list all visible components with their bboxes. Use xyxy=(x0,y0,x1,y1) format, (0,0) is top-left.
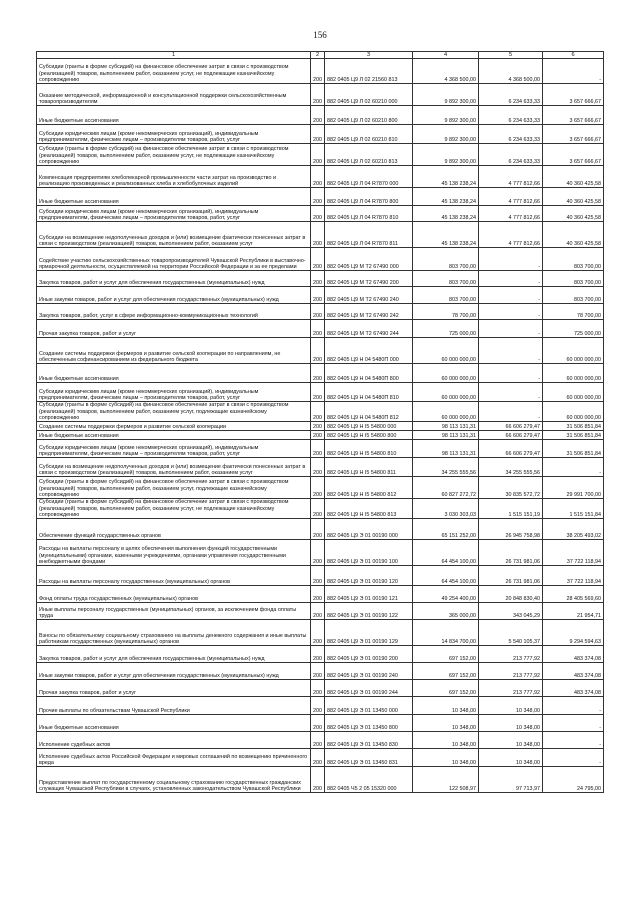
budget-code-cell: 882 0405 Ц9 Э 01 00190 244 xyxy=(325,680,413,697)
budget-code-cell: 882 0405 Ц9 М Т2 67490 000 xyxy=(325,248,413,271)
executed-amount-cell: 4 777 812,66 xyxy=(479,166,543,188)
table-row xyxy=(37,287,604,304)
budget-code-cell: 882 0405 Ц9 Э 01 00190 100 xyxy=(325,540,413,566)
unexecuted-amount-cell: 725 000,00 xyxy=(543,320,604,338)
executed-amount-cell: 66 606 279,47 xyxy=(479,431,543,440)
executed-amount-cell: 97 713,97 xyxy=(479,767,543,793)
table-row xyxy=(37,620,604,646)
row-code-cell: 200 xyxy=(311,106,325,125)
row-code-cell: 200 xyxy=(311,304,325,320)
header-cell: 6 xyxy=(543,52,604,59)
executed-amount-cell: - xyxy=(479,248,543,271)
approved-amount-cell: 65 151 252,00 xyxy=(413,519,479,540)
approved-amount-cell: 365 000,00 xyxy=(413,603,479,620)
table-row xyxy=(37,749,604,767)
executed-amount-cell: 213 777,92 xyxy=(479,680,543,697)
executed-amount-cell: - xyxy=(479,402,543,422)
budget-code-cell: 882 0405 Ц9 Э 01 00190 200 xyxy=(325,646,413,663)
approved-amount-cell: 9 892 300,00 xyxy=(413,84,479,106)
row-name-cell: Субсидии (гранты в форме субсидий) на финансовое обеспечение затрат в связи с производством (реализацией) товаров, выполнением работ, оказанием услуг, не подлежащие казначейскому сопровождению xyxy=(37,144,311,166)
unexecuted-amount-cell: 31 506 851,84 xyxy=(543,440,604,458)
unexecuted-amount-cell: 60 000 000,00 xyxy=(543,383,604,402)
executed-amount-cell: 5 540 105,37 xyxy=(479,620,543,646)
executed-amount-cell: - xyxy=(479,287,543,304)
unexecuted-amount-cell: 40 360 425,58 xyxy=(543,166,604,188)
row-code-cell: 200 xyxy=(311,271,325,287)
table-row xyxy=(37,519,604,540)
executed-amount-cell: - xyxy=(479,364,543,383)
row-name-cell: Создание системы поддержки фермеров и развитие сельской кооперации xyxy=(37,422,311,431)
row-code-cell: 200 xyxy=(311,646,325,663)
approved-amount-cell: 14 834 700,00 xyxy=(413,620,479,646)
table-row xyxy=(37,566,604,586)
budget-code-cell: 882 0405 Ц9 Л 04 R7870 000 xyxy=(325,166,413,188)
table-row xyxy=(37,477,604,499)
row-code-cell: 200 xyxy=(311,431,325,440)
row-code-cell: 200 xyxy=(311,383,325,402)
approved-amount-cell: 45 138 238,24 xyxy=(413,166,479,188)
row-code-cell: 200 xyxy=(311,222,325,248)
table-row xyxy=(37,697,604,715)
table-header-row xyxy=(37,52,604,59)
table-row xyxy=(37,166,604,188)
budget-code-cell: 882 0405 Ц9 Н 04 5480П 810 xyxy=(325,383,413,402)
unexecuted-amount-cell: 1 515 151,84 xyxy=(543,499,604,519)
executed-amount-cell: 6 234 633,33 xyxy=(479,106,543,125)
budget-code-cell: 882 0405 Ц9 Н I5 54800 000 xyxy=(325,422,413,431)
row-code-cell: 200 xyxy=(311,59,325,84)
budget-code-cell: 882 0405 Ц9 Л 02 60210 813 xyxy=(325,144,413,166)
row-code-cell: 200 xyxy=(311,715,325,732)
table-row xyxy=(37,338,604,364)
row-code-cell: 200 xyxy=(311,320,325,338)
row-code-cell: 200 xyxy=(311,499,325,519)
row-name-cell: Содействие участию сельскохозяйственных товаропроизводителей Чувашской Республики в выставочно-ярмарочной деятельности, осуществляемой на территории Российской Федерации и за ее пределами xyxy=(37,248,311,271)
unexecuted-amount-cell: 3 657 666,67 xyxy=(543,144,604,166)
approved-amount-cell: 64 454 100,00 xyxy=(413,540,479,566)
table-row xyxy=(37,663,604,680)
approved-amount-cell: 697 152,00 xyxy=(413,646,479,663)
row-name-cell: Субсидии юридическим лицам (кроме некоммерческих организаций), индивидуальным предпринимателям, физическим лицам – производителям товаров, работ, услуг xyxy=(37,383,311,402)
executed-amount-cell: 6 234 633,33 xyxy=(479,125,543,144)
approved-amount-cell: 64 454 100,00 xyxy=(413,566,479,586)
executed-amount-cell: - xyxy=(479,320,543,338)
executed-amount-cell: 26 945 758,98 xyxy=(479,519,543,540)
budget-code-cell: 882 0405 Ц9 М Т2 67490 242 xyxy=(325,304,413,320)
budget-code-cell: 882 0405 Ц9 Н I5 54800 800 xyxy=(325,431,413,440)
approved-amount-cell: 45 138 238,24 xyxy=(413,222,479,248)
row-name-cell: Иные закупки товаров, работ и услуг для обеспечения государственных (муниципальных) нужд xyxy=(37,287,311,304)
approved-amount-cell: 98 113 131,31 xyxy=(413,431,479,440)
approved-amount-cell: 9 892 300,00 xyxy=(413,106,479,125)
budget-code-cell: 882 0405 Ц9 Л 02 60210 000 xyxy=(325,84,413,106)
unexecuted-amount-cell: 803 700,00 xyxy=(543,248,604,271)
table-row xyxy=(37,248,604,271)
row-code-cell: 200 xyxy=(311,586,325,603)
executed-amount-cell: 4 777 812,66 xyxy=(479,222,543,248)
approved-amount-cell: 60 000 000,00 xyxy=(413,402,479,422)
row-name-cell: Прочая закупка товаров, работ и услуг xyxy=(37,680,311,697)
table-row xyxy=(37,304,604,320)
approved-amount-cell: 98 113 131,31 xyxy=(413,422,479,431)
budget-code-cell: 882 0405 Ц9 Э 01 00190 122 xyxy=(325,603,413,620)
approved-amount-cell: 10 348,00 xyxy=(413,749,479,767)
table-row xyxy=(37,144,604,166)
executed-amount-cell: 1 515 151,19 xyxy=(479,499,543,519)
unexecuted-amount-cell: 3 657 666,67 xyxy=(543,106,604,125)
unexecuted-amount-cell: - xyxy=(543,732,604,749)
row-name-cell: Компенсация предприятиям хлебопекарной промышленности части затрат на производство и реализацию произведенных и реализованных хлеба и хлебобулочных изделий xyxy=(37,166,311,188)
row-code-cell: 200 xyxy=(311,767,325,793)
executed-amount-cell: 6 234 633,33 xyxy=(479,144,543,166)
executed-amount-cell: 34 255 555,56 xyxy=(479,458,543,477)
budget-code-cell: 882 0405 Ц9 Н I5 54800 811 xyxy=(325,458,413,477)
row-code-cell: 200 xyxy=(311,749,325,767)
approved-amount-cell: 10 348,00 xyxy=(413,715,479,732)
row-code-cell: 200 xyxy=(311,125,325,144)
row-name-cell: Закупка товаров, работ и услуг для обеспечения государственных (муниципальных) нужд xyxy=(37,646,311,663)
table-row xyxy=(37,603,604,620)
budget-code-cell: 882 0405 Ц9 М Т2 67490 240 xyxy=(325,287,413,304)
executed-amount-cell: 26 731 981,06 xyxy=(479,540,543,566)
budget-code-cell: 882 0405 Ц9 Н 04 5480П 812 xyxy=(325,402,413,422)
executed-amount-cell: - xyxy=(479,271,543,287)
table-row xyxy=(37,364,604,383)
budget-code-cell: 882 0405 Ц9 Н 04 5480П 000 xyxy=(325,338,413,364)
executed-amount-cell: 4 368 500,00 xyxy=(479,59,543,84)
approved-amount-cell: 98 113 131,31 xyxy=(413,440,479,458)
unexecuted-amount-cell: 60 000 000,00 xyxy=(543,338,604,364)
unexecuted-amount-cell: 37 722 118,94 xyxy=(543,566,604,586)
table-row xyxy=(37,402,604,422)
row-code-cell: 200 xyxy=(311,338,325,364)
approved-amount-cell: 3 030 303,03 xyxy=(413,499,479,519)
unexecuted-amount-cell: 9 294 594,63 xyxy=(543,620,604,646)
header-cell: 1 xyxy=(37,52,311,59)
row-name-cell: Иные бюджетные ассигнования xyxy=(37,431,311,440)
row-name-cell: Субсидии (гранты в форме субсидий) на финансовое обеспечение затрат в связи с производством (реализацией) товаров, выполнением работ, оказанием услуг, не подлежащие казначейскому сопровождению xyxy=(37,59,311,84)
approved-amount-cell: 725 000,00 xyxy=(413,320,479,338)
executed-amount-cell: - xyxy=(479,383,543,402)
row-name-cell: Предоставление выплат по государственному социальному страхованию государственных гражданских служащих Чувашской Республики в случаях, установленных законодательством Чувашской Республики xyxy=(37,767,311,793)
row-code-cell: 200 xyxy=(311,248,325,271)
table-row xyxy=(37,320,604,338)
executed-amount-cell: 66 606 279,47 xyxy=(479,422,543,431)
approved-amount-cell: 34 255 555,56 xyxy=(413,458,479,477)
row-name-cell: Субсидии юридическим лицам (кроме некоммерческих организаций), индивидуальным предпринимателям, физическим лицам – производителям товаров, работ, услуг xyxy=(37,125,311,144)
budget-code-cell: 882 0405 Ц9 М Т2 67490 244 xyxy=(325,320,413,338)
budget-code-cell: 882 0405 Ц9 Э 01 00190 129 xyxy=(325,620,413,646)
table-row xyxy=(37,125,604,144)
row-code-cell: 200 xyxy=(311,566,325,586)
table-row xyxy=(37,586,604,603)
table-row xyxy=(37,431,604,440)
row-name-cell: Исполнение судебных актов xyxy=(37,732,311,749)
unexecuted-amount-cell: 3 657 666,67 xyxy=(543,125,604,144)
row-name-cell: Субсидии на возмещение недополученных доходов и (или) возмещение фактически понесенных затрат в связи с производством (реализацией) товаров, выполнением работ, оказанием услуг xyxy=(37,458,311,477)
executed-amount-cell: - xyxy=(479,338,543,364)
row-code-cell: 200 xyxy=(311,188,325,206)
unexecuted-amount-cell: 31 506 851,84 xyxy=(543,422,604,431)
unexecuted-amount-cell: 28 405 569,60 xyxy=(543,586,604,603)
unexecuted-amount-cell: 3 657 666,67 xyxy=(543,84,604,106)
approved-amount-cell: 60 000 000,00 xyxy=(413,364,479,383)
approved-amount-cell: 803 700,00 xyxy=(413,248,479,271)
table-row xyxy=(37,680,604,697)
row-name-cell: Иные выплаты персоналу государственных (муниципальных) органов, за исключением фонда оплаты труда xyxy=(37,603,311,620)
row-name-cell: Иные бюджетные ассигнования xyxy=(37,106,311,125)
row-name-cell: Прочая закупка товаров, работ и услуг xyxy=(37,320,311,338)
table-row xyxy=(37,422,604,431)
row-name-cell: Расходы на выплаты персоналу в целях обеспечения выполнения функций государственными (муниципальными) органами, казенными учреждениями, органами управления государственными внебюджетными фондами xyxy=(37,540,311,566)
budget-code-cell: 882 0405 Ц9 Э 01 00190 121 xyxy=(325,586,413,603)
budget-code-cell: 882 0405 Ц9 Э 01 00190 000 xyxy=(325,519,413,540)
row-code-cell: 200 xyxy=(311,540,325,566)
approved-amount-cell: 697 152,00 xyxy=(413,680,479,697)
budget-code-cell: 882 0405 Ц9 Н 04 5480П 800 xyxy=(325,364,413,383)
approved-amount-cell: 45 138 238,24 xyxy=(413,188,479,206)
approved-amount-cell: 697 152,00 xyxy=(413,663,479,680)
approved-amount-cell: 60 827 272,72 xyxy=(413,477,479,499)
row-name-cell: Иные бюджетные ассигнования xyxy=(37,364,311,383)
row-code-cell: 200 xyxy=(311,206,325,222)
unexecuted-amount-cell: 78 700,00 xyxy=(543,304,604,320)
row-code-cell: 200 xyxy=(311,422,325,431)
page-number: 156 xyxy=(313,30,327,40)
unexecuted-amount-cell: 40 360 425,58 xyxy=(543,206,604,222)
executed-amount-cell: 343 045,29 xyxy=(479,603,543,620)
row-name-cell: Иные закупки товаров, работ и услуг для обеспечения государственных (муниципальных) нужд xyxy=(37,663,311,680)
table-row xyxy=(37,188,604,206)
executed-amount-cell: 10 348,00 xyxy=(479,749,543,767)
row-code-cell: 200 xyxy=(311,697,325,715)
row-code-cell: 200 xyxy=(311,663,325,680)
table-row xyxy=(37,732,604,749)
budget-code-cell: 882 0405 Ц9 Л 04 R7870 810 xyxy=(325,206,413,222)
row-name-cell: Закупка товаров, работ и услуг для обеспечения государственных (муниципальных) нужд xyxy=(37,271,311,287)
unexecuted-amount-cell: - xyxy=(543,715,604,732)
row-code-cell: 200 xyxy=(311,732,325,749)
budget-code-cell: 882 0405 Ц9 Э 01 13450 830 xyxy=(325,732,413,749)
executed-amount-cell: 26 731 981,06 xyxy=(479,566,543,586)
row-code-cell: 200 xyxy=(311,458,325,477)
table-row xyxy=(37,646,604,663)
unexecuted-amount-cell: 31 506 851,84 xyxy=(543,431,604,440)
row-code-cell: 200 xyxy=(311,603,325,620)
table-row xyxy=(37,767,604,793)
row-name-cell: Обеспечение функций государственных органов xyxy=(37,519,311,540)
unexecuted-amount-cell: 483 374,08 xyxy=(543,663,604,680)
table-row xyxy=(37,499,604,519)
table-row xyxy=(37,383,604,402)
budget-code-cell: 882 0405 Ч5 2 05 15320 000 xyxy=(325,767,413,793)
executed-amount-cell: 10 348,00 xyxy=(479,732,543,749)
executed-amount-cell: 10 348,00 xyxy=(479,715,543,732)
budget-code-cell: 882 0405 Ц9 М Т2 67490 200 xyxy=(325,271,413,287)
budget-code-cell: 882 0405 Ц9 Л 04 R7870 811 xyxy=(325,222,413,248)
budget-code-cell: 882 0405 Ц9 Н I5 54800 812 xyxy=(325,477,413,499)
row-name-cell: Фонд оплаты труда государственных (муниципальных) органов xyxy=(37,586,311,603)
row-name-cell: Субсидии юридическим лицам (кроме некоммерческих организаций), индивидуальным предпринимателям, физическим лицам – производителям товаров, работ, услуг xyxy=(37,206,311,222)
header-cell: 2 xyxy=(311,52,325,59)
budget-code-cell: 882 0405 Ц9 Л 02 60210 800 xyxy=(325,106,413,125)
unexecuted-amount-cell: - xyxy=(543,59,604,84)
row-name-cell: Исполнение судебных актов Российской Федерации и мировых соглашений по возмещению причиненного вреда xyxy=(37,749,311,767)
approved-amount-cell: 122 508,97 xyxy=(413,767,479,793)
table-row xyxy=(37,271,604,287)
approved-amount-cell: 9 892 300,00 xyxy=(413,144,479,166)
row-name-cell: Создание системы поддержки фермеров и развитие сельской кооперации по направлениям, не обеспеченным софинансированием из федерального бюджета xyxy=(37,338,311,364)
executed-amount-cell: 4 777 812,66 xyxy=(479,206,543,222)
executed-amount-cell: 4 777 812,66 xyxy=(479,188,543,206)
table-row xyxy=(37,84,604,106)
row-code-cell: 200 xyxy=(311,402,325,422)
row-code-cell: 200 xyxy=(311,287,325,304)
budget-code-cell: 882 0405 Ц9 Н I5 54800 813 xyxy=(325,499,413,519)
row-name-cell: Закупка товаров, работ, услуг в сфере информационно-коммуникационных технологий xyxy=(37,304,311,320)
row-name-cell: Субсидии на возмещение недополученных доходов и (или) возмещение фактически понесенных затрат в связи с производством (реализацией) товаров, выполнением работ, оказанием услуг xyxy=(37,222,311,248)
approved-amount-cell: 49 254 400,00 xyxy=(413,586,479,603)
budget-code-cell: 882 0405 Ц9 Л 02 21560 813 xyxy=(325,59,413,84)
row-code-cell: 200 xyxy=(311,166,325,188)
row-code-cell: 200 xyxy=(311,519,325,540)
approved-amount-cell: 45 138 238,24 xyxy=(413,206,479,222)
row-name-cell: Расходы на выплаты персоналу государственных (муниципальных) органов xyxy=(37,566,311,586)
header-cell: 3 xyxy=(325,52,413,59)
header-cell: 4 xyxy=(413,52,479,59)
approved-amount-cell: 10 348,00 xyxy=(413,697,479,715)
budget-code-cell: 882 0405 Ц9 Э 01 00190 120 xyxy=(325,566,413,586)
unexecuted-amount-cell: 483 374,08 xyxy=(543,646,604,663)
executed-amount-cell: 20 848 830,40 xyxy=(479,586,543,603)
row-code-cell: 200 xyxy=(311,364,325,383)
row-code-cell: 200 xyxy=(311,620,325,646)
unexecuted-amount-cell: 40 360 425,58 xyxy=(543,222,604,248)
row-code-cell: 200 xyxy=(311,680,325,697)
table-row xyxy=(37,458,604,477)
row-code-cell: 200 xyxy=(311,440,325,458)
unexecuted-amount-cell: 40 360 425,58 xyxy=(543,188,604,206)
executed-amount-cell: 6 234 633,33 xyxy=(479,84,543,106)
budget-code-cell: 882 0405 Ц9 Э 01 13450 831 xyxy=(325,749,413,767)
executed-amount-cell: 213 777,92 xyxy=(479,646,543,663)
unexecuted-amount-cell: 37 722 118,94 xyxy=(543,540,604,566)
approved-amount-cell: 10 348,00 xyxy=(413,732,479,749)
approved-amount-cell: 803 700,00 xyxy=(413,271,479,287)
row-name-cell: Субсидии (гранты в форме субсидий) на финансовое обеспечение затрат в связи с производством (реализацией) товаров, выполнением работ, оказанием услуг, подлежащие казначейскому сопровождению xyxy=(37,477,311,499)
executed-amount-cell: 66 606 279,47 xyxy=(479,440,543,458)
table-row xyxy=(37,715,604,732)
row-name-cell: Прочие выплаты по обязательствам Чувашской Республики xyxy=(37,697,311,715)
unexecuted-amount-cell: 29 991 700,00 xyxy=(543,477,604,499)
row-name-cell: Иные бюджетные ассигнования xyxy=(37,715,311,732)
unexecuted-amount-cell: - xyxy=(543,749,604,767)
table-row xyxy=(37,540,604,566)
row-name-cell: Субсидии (гранты в форме субсидий) на финансовое обеспечение затрат в связи с производством (реализацией) товаров, выполнением работ, оказанием услуг, не подлежащие казначейскому сопровождению xyxy=(37,499,311,519)
row-code-cell: 200 xyxy=(311,84,325,106)
budget-code-cell: 882 0405 Ц9 Л 02 60210 810 xyxy=(325,125,413,144)
row-name-cell: Взносы по обязательному социальному страхованию на выплаты денежного содержания и иные выплаты работникам государственных (муниципальных) органов xyxy=(37,620,311,646)
budget-code-cell: 882 0405 Ц9 Э 01 13450 800 xyxy=(325,715,413,732)
budget-report-table xyxy=(36,51,604,793)
table-row xyxy=(37,222,604,248)
unexecuted-amount-cell: 21 954,71 xyxy=(543,603,604,620)
executed-amount-cell: 213 777,92 xyxy=(479,663,543,680)
unexecuted-amount-cell: 803 700,00 xyxy=(543,287,604,304)
approved-amount-cell: 78 700,00 xyxy=(413,304,479,320)
unexecuted-amount-cell: 60 000 000,00 xyxy=(543,364,604,383)
row-name-cell: Иные бюджетные ассигнования xyxy=(37,188,311,206)
unexecuted-amount-cell: 24 795,00 xyxy=(543,767,604,793)
unexecuted-amount-cell: 803 700,00 xyxy=(543,271,604,287)
approved-amount-cell: 803 700,00 xyxy=(413,287,479,304)
budget-code-cell: 882 0405 Ц9 Э 01 13450 000 xyxy=(325,697,413,715)
approved-amount-cell: 9 892 300,00 xyxy=(413,125,479,144)
unexecuted-amount-cell: 60 000 000,00 xyxy=(543,402,604,422)
table-row xyxy=(37,440,604,458)
table-row xyxy=(37,206,604,222)
row-name-cell: Субсидии (гранты в форме субсидий) на финансовое обеспечение затрат в связи с производством (реализацией) товаров, выполнением работ, оказанием услуг, подлежащие казначейскому сопровождению xyxy=(37,402,311,422)
row-code-cell: 200 xyxy=(311,477,325,499)
header-cell: 5 xyxy=(479,52,543,59)
executed-amount-cell: 30 835 572,72 xyxy=(479,477,543,499)
approved-amount-cell: 4 368 500,00 xyxy=(413,59,479,84)
approved-amount-cell: 60 000 000,00 xyxy=(413,383,479,402)
unexecuted-amount-cell: 38 205 493,02 xyxy=(543,519,604,540)
row-name-cell: Субсидии юридическим лицам (кроме некоммерческих организаций), индивидуальным предпринимателям, физическим лицам – производителям товаров, работ, услуг xyxy=(37,440,311,458)
budget-code-cell: 882 0405 Ц9 Н I5 54800 810 xyxy=(325,440,413,458)
budget-code-cell: 882 0405 Ц9 Л 04 R7870 800 xyxy=(325,188,413,206)
unexecuted-amount-cell: - xyxy=(543,697,604,715)
table-row xyxy=(37,59,604,84)
row-code-cell: 200 xyxy=(311,144,325,166)
executed-amount-cell: - xyxy=(479,304,543,320)
unexecuted-amount-cell: 483 374,08 xyxy=(543,680,604,697)
budget-code-cell: 882 0405 Ц9 Э 01 00190 240 xyxy=(325,663,413,680)
approved-amount-cell: 60 000 000,00 xyxy=(413,338,479,364)
row-name-cell: Оказание методической, информационной и консультационной поддержки сельскохозяйственным товаропроизводителям xyxy=(37,84,311,106)
unexecuted-amount-cell: - xyxy=(543,458,604,477)
table-row xyxy=(37,106,604,125)
executed-amount-cell: 10 348,00 xyxy=(479,697,543,715)
